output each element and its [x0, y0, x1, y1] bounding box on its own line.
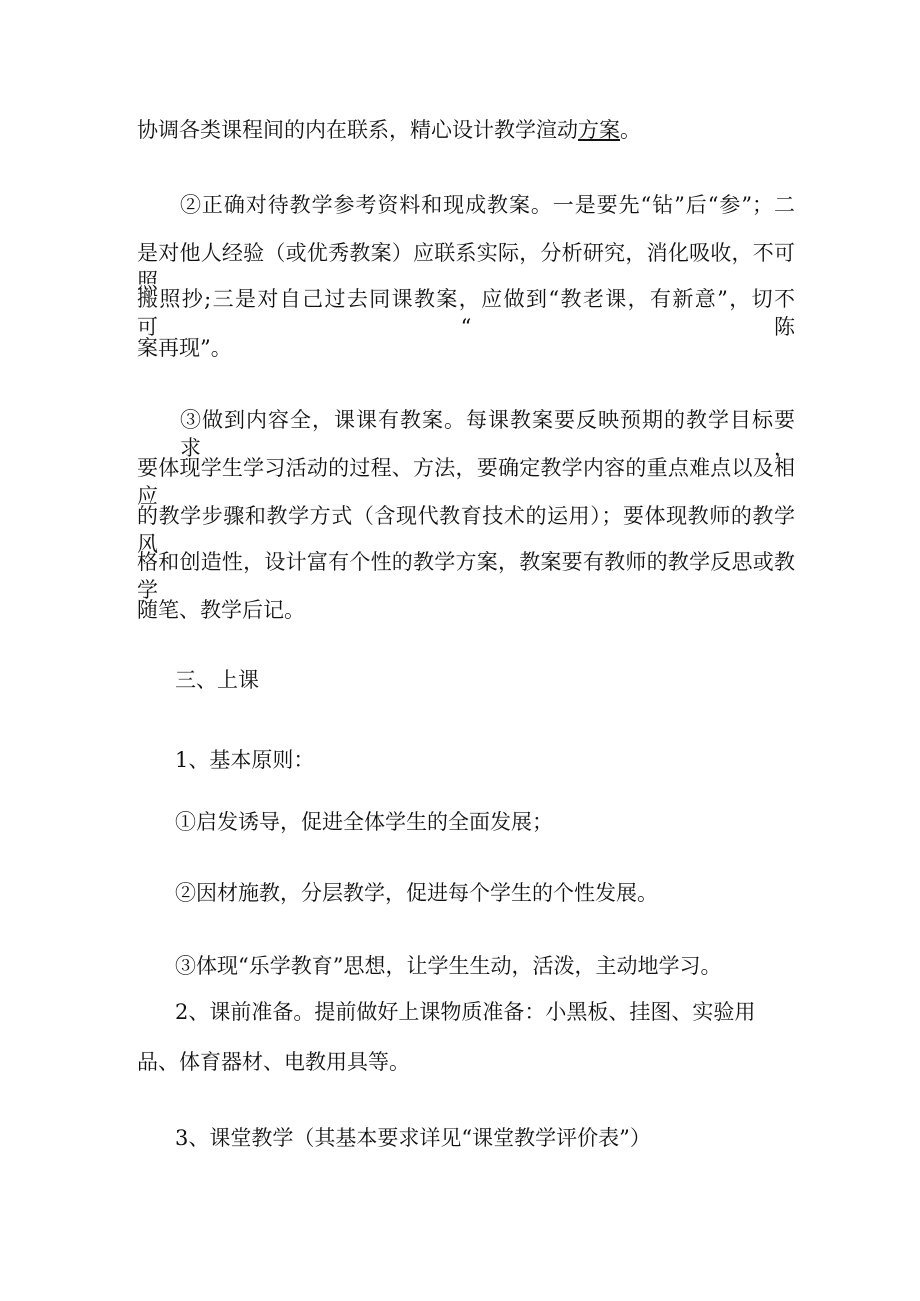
paragraph-line: 的教学步骤和教学方式（含现代教育技术的运用）；要体现教师的教学风	[137, 504, 795, 556]
paragraph-line: 案再现”。	[137, 336, 232, 360]
paragraph-line: ③做到内容全，课课有教案。每课教案要反映预期的教学目标要求，	[180, 408, 795, 460]
underlined-text: 方案	[578, 118, 620, 142]
paragraph-line	[137, 116, 641, 144]
item-heading: 3、课堂教学（其基本要求详见“课堂教学评价表”）	[175, 1126, 651, 1150]
text: 。	[620, 118, 641, 142]
item-heading: 2、课前准备。提前做好上课物质准备：小黑板、挂图、实验用	[175, 1000, 756, 1024]
paragraph-line: 随笔、教学后记。	[137, 598, 305, 622]
principle-item: ②因材施教，分层教学，促进每个学生的个性发展。	[175, 881, 658, 905]
paragraph-line: 是对他人经验（或优秀教案）应联系实际，分析研究，消化吸收，不可照	[137, 241, 795, 293]
paragraph-line: 格和创造性，设计富有个性的教学方案，教案要有教师的教学反思或教学	[137, 550, 795, 602]
principle-item: ③体现“乐学教育”思想，让学生生动，活泼，主动地学习。	[175, 954, 722, 978]
paragraph-line: ②正确对待教学参考资料和现成教案。一是要先“钻”后“参”；二	[180, 193, 795, 217]
paragraph-line: 品、体育器材、电教用具等。	[137, 1050, 410, 1074]
section-heading: 三、上课	[175, 668, 259, 692]
text: 协调各类课程间的内在联系，精心设计教学渲动	[137, 118, 578, 142]
principle-item: ①启发诱导，促进全体学生的全面发展；	[175, 810, 553, 834]
paragraph-line: 要体现学生学习活动的过程、方法，要确定教学内容的重点难点以及相应	[137, 456, 795, 508]
item-heading: 1、基本原则：	[175, 748, 315, 772]
paragraph-line: 搬照抄;三是对自己过去同课教案，应做到“教老课，有新意”，切不可“陈	[137, 287, 795, 339]
